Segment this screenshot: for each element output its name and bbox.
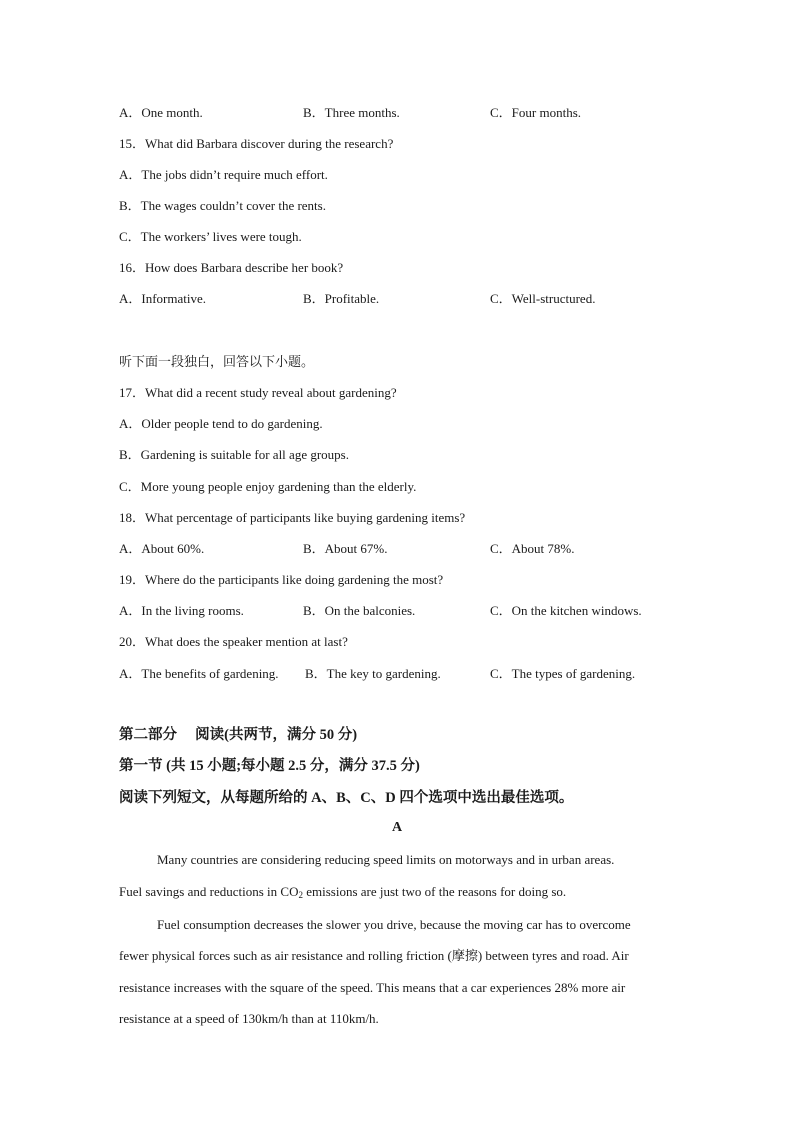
q18-option-a: A．About 60%.	[119, 541, 205, 556]
q17-option-a: A．Older people tend to do gardening.	[119, 416, 323, 431]
passage-p1-line1: Many countries are considering reducing speed limits on motorways and in urban areas.	[157, 852, 615, 867]
passage-p2-line1: Fuel consumption decreases the slower you drive, because the moving car has to overcome	[157, 917, 631, 932]
q18-option-c: C．About 78%.	[490, 541, 575, 556]
q16-question: 16．How does Barbara describe her book?	[119, 260, 344, 275]
q14-option-b: B．Three months.	[303, 105, 400, 120]
passage-p1-line2	[119, 883, 671, 904]
reading-instruction: 阅读下列短文，从每题所给的 A、B、C、D 四个选项中选出最佳选项。	[119, 790, 574, 806]
co2-subscript: 2	[298, 890, 303, 900]
q15-option-b: B．The wages couldn’t cover the rents.	[119, 198, 326, 213]
passage-p1-line2-b: emissions are just two of the reasons for doing so.	[302, 884, 567, 899]
q20-question: 20．What does the speaker mention at last?	[119, 634, 348, 649]
q19-question: 19．Where do the participants like doing gardening the most?	[119, 572, 444, 587]
q18-question: 18．What percentage of participants like buying gardening items?	[119, 510, 466, 525]
passage-p2-line3: resistance increases with the square of the speed. This means that a car experiences 28% more air	[119, 980, 626, 995]
monologue-intro: 听下面一段独白，回答以下小题。	[119, 354, 315, 369]
q17-option-c: C．More young people enjoy gardening than the elderly.	[119, 479, 417, 494]
passage-p1-line2-a: Fuel savings and reductions in CO	[119, 884, 299, 899]
q14-option-a: A．One month.	[119, 105, 203, 120]
passage-p2-line4: resistance at a speed of 130km/h than at 110km/h.	[119, 1011, 379, 1026]
q15-question: 15．What did Barbara discover during the research?	[119, 136, 394, 151]
passage-title: A	[391, 820, 403, 835]
q16-option-a: A．Informative.	[119, 291, 207, 306]
q19-option-a: A．In the living rooms.	[119, 603, 244, 618]
q20-option-a: A．The benefits of gardening.	[119, 666, 279, 681]
q17-question: 17．What did a recent study reveal about gardening?	[119, 385, 397, 400]
q15-option-c: C．The workers’ lives were tough.	[119, 229, 302, 244]
q18-option-b: B．About 67%.	[303, 541, 388, 556]
q15-option-a: A．The jobs didn’t require much effort.	[119, 167, 328, 182]
q19-option-b: B．On the balconies.	[303, 603, 416, 618]
part2-heading: 第二部分 阅读(共两节，满分 50 分)	[119, 727, 358, 743]
q19-option-c: C．On the kitchen windows.	[490, 603, 642, 618]
q20-option-c: C．The types of gardening.	[490, 666, 636, 681]
q14-option-c: C．Four months.	[490, 105, 582, 120]
q16-option-b: B．Profitable.	[303, 291, 380, 306]
passage-p2-line2: fewer physical forces such as air resistance and rolling friction (摩擦) between tyres and road. Air	[119, 948, 629, 963]
q20-option-b: B．The key to gardening.	[305, 666, 441, 681]
section1-heading: 第一节 (共 15 小题;每小题 2.5 分，满分 37.5 分)	[119, 758, 420, 774]
q17-option-b: B．Gardening is suitable for all age groups.	[119, 447, 349, 462]
q16-option-c: C．Well-structured.	[490, 291, 596, 306]
